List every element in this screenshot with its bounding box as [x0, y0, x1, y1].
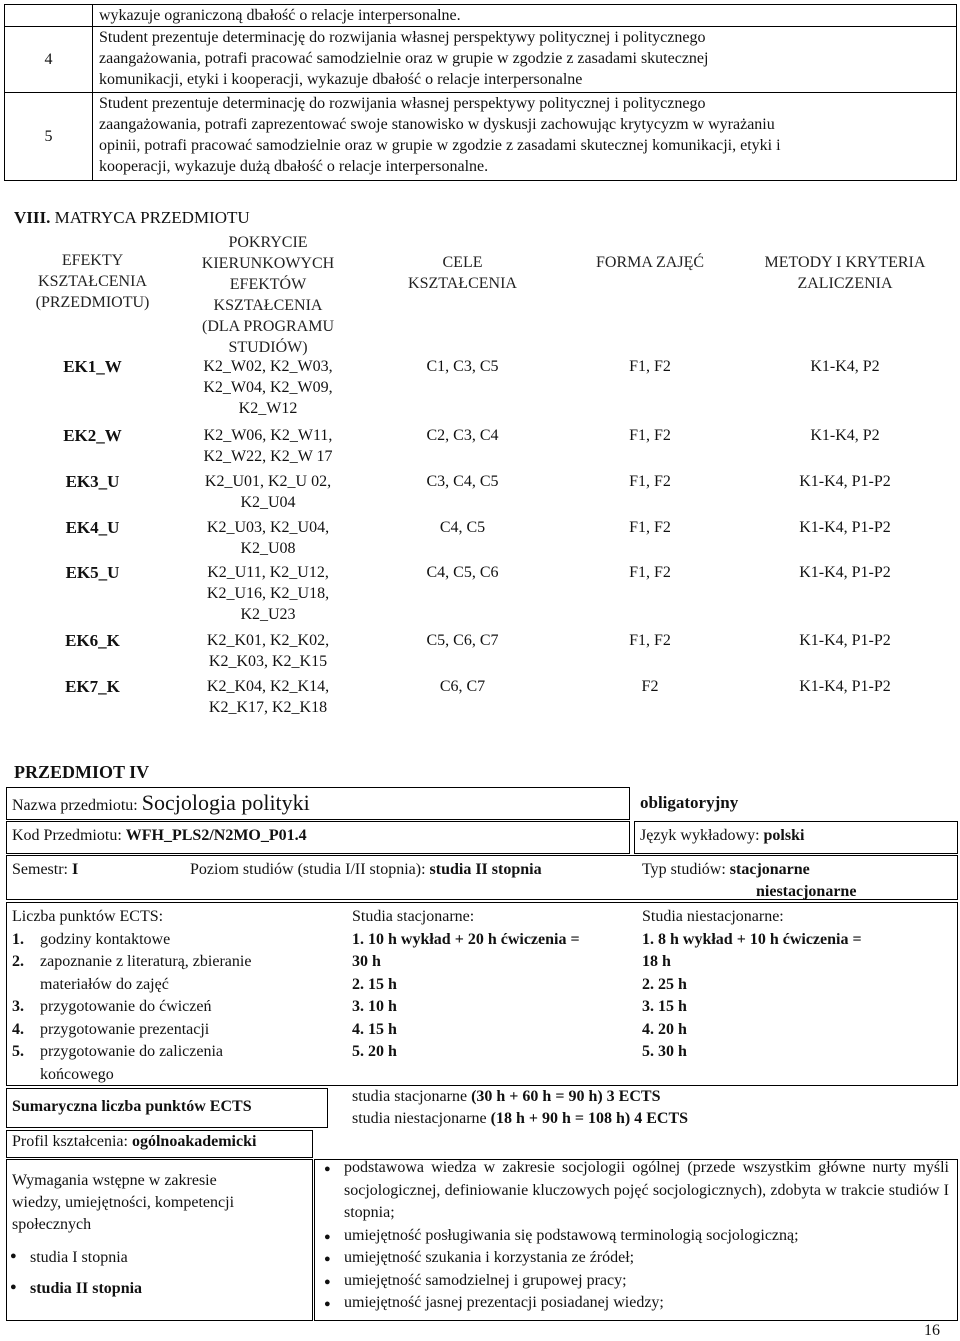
grade-cell-empty [5, 5, 93, 27]
matrix-cell-pokrycie [183, 425, 353, 467]
sum-niestac: studia niestacjonarne (18 h + 90 h = 108 h) 4 ECTS [352, 1110, 689, 1127]
matrix-cell-pokrycie [183, 676, 353, 718]
matrix-header-metody: METODY I KRYTERIA ZALICZENIA [764, 254, 926, 292]
matrix-cell-cele: C5, C6, C7 [426, 632, 499, 649]
matrix-header-forma: FORMA ZAJĘĆ [595, 254, 705, 271]
matrix-cell-pokrycie [183, 517, 353, 559]
pokrycie-line: K2_K01, K2_K02, [206, 632, 330, 649]
page-number: 16 [924, 1322, 940, 1339]
grade-description [93, 27, 957, 93]
stac-label: Studia stacjonarne: [352, 908, 475, 925]
matrix-cell-forma: F1, F2 [629, 473, 671, 490]
pokrycie-line: K2_U04 [240, 494, 296, 511]
section-heading [14, 208, 250, 228]
grade-criteria-table [4, 4, 957, 181]
grade-number: 4 [5, 27, 93, 93]
text-line: komunikacji, etyki i kooperacji, wykazuje dbałość o relacje interpersonalne [99, 71, 583, 88]
type-field [642, 861, 810, 879]
pokrycie-line: K2_U08 [240, 540, 296, 557]
ects-breakdown [12, 906, 332, 1086]
pokrycie-line: K2_U01, K2_U 02, [204, 473, 332, 490]
stac-item: 2. 15 h [352, 975, 397, 993]
req-level-i: ● studia I stopnia [8, 1249, 142, 1267]
matrix-cell-efekt: EK4_U [65, 518, 120, 537]
name-label: Nazwa przedmiotu: [12, 797, 138, 814]
lang-field [640, 827, 804, 845]
matrix-cell-pokrycie [183, 630, 353, 672]
pokrycie-line: K2_K17, K2_K18 [208, 699, 328, 716]
matrix-cell-forma: F2 [641, 678, 659, 695]
ects-item: 5. przygotowanie do zaliczenia końcowego [12, 1043, 224, 1083]
grade-description [93, 93, 957, 181]
pokrycie-line: K2_W04, K2_W09, [203, 379, 333, 396]
matrix-cell-efekt: EK2_W [63, 426, 122, 445]
text-line: Student prezentuje determinację do rozwijania własnej perspektywy politycznej i politycznego [99, 29, 706, 46]
stac-item: 4. 15 h [352, 1020, 397, 1038]
semester-field [12, 861, 78, 879]
name-value: Socjologia polityki [141, 790, 310, 815]
section-number: VIII. [14, 208, 51, 227]
matrix-cell-cele: C6, C7 [439, 678, 486, 695]
level-value: studia II stopnia [429, 861, 542, 878]
grade-number: 5 [5, 93, 93, 181]
pokrycie-line: K2_W02, K2_W03, [203, 358, 333, 375]
section-title: MATRYCA PRZEDMIOTU [54, 208, 250, 227]
stac-item: 5. 20 h [352, 1043, 397, 1060]
lang-label: Język wykładowy: [640, 827, 760, 844]
niestac-label: Studia niestacjonarne: [642, 908, 784, 925]
ects-item: 2. zapoznanie z literaturą, zbieranie materiałów do zajęć [12, 953, 252, 993]
matrix-cell-metody: K1-K4, P1-P2 [799, 678, 891, 695]
matrix-header-efekty: EFEKTY KSZTAŁCENIA (PRZEDMIOTU) [35, 252, 150, 311]
ects-items [12, 929, 332, 1087]
req-label [12, 1170, 234, 1236]
matrix-cell-pokrycie [183, 356, 353, 419]
niestac-hours [642, 906, 942, 1064]
profile-value: ogólnoakademicki [131, 1133, 257, 1150]
text-line: kooperacji, wykazuje dużą dbałość o relacje interpersonalne. [99, 158, 489, 175]
code-label: Kod Przedmiotu: [12, 827, 122, 844]
matrix-cell-forma: F1, F2 [629, 632, 671, 649]
ects-item: 4. przygotowanie prezentacji [12, 1020, 210, 1038]
matrix-cell-metody: K1-K4, P2 [810, 427, 880, 444]
text-line: zaangażowania, potrafi pracować samodzielnie oraz w grupie w zgodzie z zasadami skutecznej [99, 50, 709, 67]
matrix-cell-forma: F1, F2 [629, 519, 671, 536]
name-field [12, 790, 310, 816]
ects-item: 3. przygotowanie do ćwiczeń [12, 998, 212, 1015]
matrix-cell-cele: C3, C4, C5 [426, 473, 499, 490]
req-items [322, 1157, 949, 1315]
code-field [12, 827, 307, 845]
stac-item: 3. 10 h [352, 998, 397, 1015]
req-item: ● umiejętność jasnej prezentacji posiadanej wiedzy; [322, 1292, 949, 1315]
niestac-item: 18 h [642, 953, 671, 970]
ects-item: 1. godziny kontaktowe [12, 930, 171, 948]
matrix-cell-cele: C2, C3, C4 [426, 427, 499, 444]
pokrycie-line: K2_U03, K2_U04, [206, 519, 330, 536]
pokrycie-line: K2_U16, K2_U18, [206, 585, 330, 602]
matrix-header-cele: CELE KSZTAŁCENIA [408, 254, 517, 292]
type-label: Typ studiów: [642, 861, 726, 878]
matrix-cell-metody: K1-K4, P1-P2 [799, 519, 891, 536]
level-label: Poziom studiów (studia I/II stopnia): [190, 861, 426, 878]
grade-top-text: wykazuje ograniczoną dbałość o relacje interpersonalne. [93, 5, 957, 27]
stac-item: 1. 10 h wykład + 20 h ćwiczenia = [352, 930, 580, 948]
stac-item: 30 h [352, 953, 381, 970]
pokrycie-line: K2_W06, K2_W11, [203, 427, 333, 444]
matrix-header-pokrycie: POKRYCIE KIERUNKOWYCH EFEKTÓW KSZTAŁCENIA (DLA PROGRAMU STUDIÓW) [201, 234, 335, 356]
niestac-item: 3. 15 h [642, 998, 687, 1015]
pokrycie-line: K2_K04, K2_K14, [206, 678, 330, 695]
text-line: Student prezentuje determinację do rozwijania własnej perspektywy politycznej i politycznego [99, 95, 706, 112]
niestac-item: 5. 30 h [642, 1043, 687, 1060]
code-value: WFH_PLS2/N2MO_P01.4 [125, 827, 307, 844]
matrix-cell-efekt: EK5_U [65, 563, 120, 582]
semester-label: Semestr: [12, 861, 68, 878]
sum-label: Sumaryczna liczba punktów ECTS [12, 1098, 252, 1115]
pokrycie-line: K2_W22, K2_W 17 [203, 448, 333, 465]
matrix-cell-metody: K1-K4, P2 [810, 358, 880, 375]
pokrycie-line: K2_K03, K2_K15 [208, 653, 328, 670]
subject-heading: PRZEDMIOT IV [14, 762, 150, 782]
niestac-item: 4. 20 h [642, 1020, 687, 1038]
level-field [190, 861, 542, 879]
req-label-line: społecznych [12, 1216, 92, 1233]
text-line: opinii, potrafi pracować samodzielnie oraz w grupie w zgodzie z zasadami skutecznej komunikacji, etyki i [99, 137, 781, 154]
profile-label: Profil kształcenia: [12, 1133, 128, 1150]
stac-hours [352, 906, 632, 1064]
matrix-cell-cele: C4, C5 [439, 519, 486, 536]
sum-stac: studia stacjonarne (30 h + 60 h = 90 h) 3 ECTS [352, 1088, 661, 1105]
niestac-item: 1. 8 h wykład + 10 h ćwiczenia = [642, 930, 862, 948]
pokrycie-line: K2_U11, K2_U12, [207, 564, 329, 581]
status-value: obligatoryjny [640, 793, 739, 812]
matrix-cell-efekt: EK7_K [65, 677, 120, 696]
req-label-line: Wymagania wstępne w zakresie [12, 1172, 217, 1189]
pokrycie-line: K2_W12 [238, 400, 298, 417]
req-level-ii: ● studia II stopnia [8, 1280, 142, 1298]
matrix-cell-metody: K1-K4, P1-P2 [799, 473, 891, 490]
type-value-1: stacjonarne [729, 861, 810, 878]
matrix-cell-metody: K1-K4, P1-P2 [799, 632, 891, 649]
matrix-cell-forma: F1, F2 [629, 564, 671, 581]
matrix-cell-cele: C1, C3, C5 [426, 358, 499, 375]
ects-label: Liczba punktów ECTS: [12, 908, 164, 925]
niestac-item: 2. 25 h [642, 975, 687, 993]
matrix-cell-forma: F1, F2 [629, 358, 671, 375]
matrix-cell-forma: F1, F2 [629, 427, 671, 444]
matrix-cell-efekt: EK6_K [65, 631, 120, 650]
semester-value: I [72, 861, 79, 878]
req-label-line: wiedzy, umiejętności, kompetencji [12, 1194, 235, 1211]
sum-values [352, 1086, 688, 1130]
req-item: ● umiejętność szukania i korzystania ze źródeł; [322, 1247, 949, 1270]
matrix-cell-pokrycie [183, 562, 353, 625]
matrix-cell-metody: K1-K4, P1-P2 [799, 564, 891, 581]
text-line: zaangażowania, potrafi zaprezentować swoje stanowisko w dyskusji zachowując krytycyzm w wyrażaniu [99, 116, 775, 133]
pokrycie-line: K2_U23 [240, 606, 296, 623]
req-levels [8, 1249, 142, 1298]
matrix-cell-efekt: EK1_W [63, 357, 122, 376]
req-item: ● umiejętność samodzielnej i grupowej pracy; [322, 1270, 949, 1293]
lang-value: polski [763, 827, 805, 844]
matrix-cell-pokrycie [183, 471, 353, 513]
type-value-2: niestacjonarne [756, 883, 857, 900]
matrix-cell-cele: C4, C5, C6 [426, 564, 499, 581]
matrix-cell-efekt: EK3_U [65, 472, 120, 491]
req-item: ● podstawowa wiedza w zakresie socjologii ogólnej (przede wszystkim główne nurty myśli socjologicznej, definiowanie kluczowych pojęć socjologicznych), zdobyta w trakcie studiów I stopnia; [322, 1157, 949, 1225]
req-item: ● umiejętność posługiwania się podstawową terminologią socjologiczną; [322, 1225, 949, 1248]
profile-field [12, 1133, 256, 1151]
